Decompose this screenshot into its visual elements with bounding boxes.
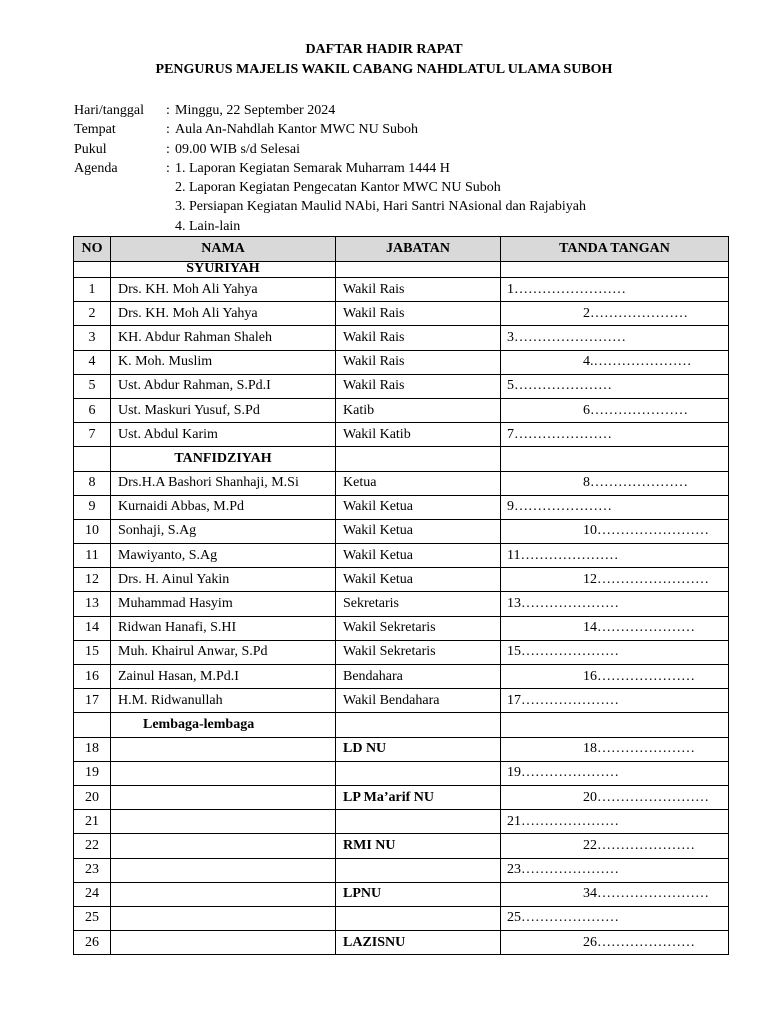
member-name: Muh. Khairul Anwar, S.Pd <box>111 640 336 664</box>
signature-cell: 23………………… <box>501 858 729 882</box>
member-position: Wakil Sekretaris <box>336 616 501 640</box>
empty-cell <box>336 262 501 278</box>
table-row <box>74 810 729 834</box>
section-title: TANFIDZIYAH <box>111 447 336 471</box>
member-position: Wakil Rais <box>336 302 501 326</box>
empty-cell <box>74 262 111 278</box>
table-row <box>74 689 729 713</box>
signature-cell: 21………………… <box>501 810 729 834</box>
colon: : <box>166 141 170 157</box>
member-position: Wakil Ketua <box>336 568 501 592</box>
signature-cell: 11………………… <box>501 544 729 568</box>
table-row <box>74 471 729 495</box>
signature-cell: 34…………………… <box>501 882 729 906</box>
member-position: Wakil Sekretaris <box>336 640 501 664</box>
member-position: Sekretaris <box>336 592 501 616</box>
member-name: Kurnaidi Abbas, M.Pd <box>111 495 336 519</box>
signature-cell: 3…………………… <box>501 326 729 350</box>
table-row <box>74 350 729 374</box>
agenda-item: 4. Lain-lain <box>175 218 241 234</box>
row-number: 13 <box>74 592 111 616</box>
member-position: Wakil Katib <box>336 423 501 447</box>
table-row <box>74 761 729 785</box>
header-no: NO <box>74 237 111 262</box>
member-name: Drs.H.A Bashori Shanhaji, M.Si <box>111 471 336 495</box>
info-row-hari <box>74 101 586 120</box>
signature-cell: 16………………… <box>501 665 729 689</box>
row-number: 6 <box>74 398 111 422</box>
signature-cell: 5………………… <box>501 374 729 398</box>
row-number: 11 <box>74 544 111 568</box>
colon: : <box>166 103 170 118</box>
colon: : <box>166 122 170 138</box>
table-row <box>74 544 729 568</box>
member-position: Wakil Rais <box>336 326 501 350</box>
row-number: 22 <box>74 834 111 858</box>
member-position: Wakil Ketua <box>336 544 501 568</box>
row-number: 9 <box>74 495 111 519</box>
member-name: Drs. H. Ainul Yakin <box>111 568 336 592</box>
tempat-value: Aula An-Nahdlah Kantor MWC NU Suboh <box>175 122 419 138</box>
pukul-label: Pukul <box>74 141 107 157</box>
table-row <box>74 931 729 955</box>
member-position <box>336 858 501 882</box>
member-name: Drs. KH. Moh Ali Yahya <box>111 302 336 326</box>
member-name: Zainul Hasan, M.Pd.I <box>111 665 336 689</box>
section-row <box>74 262 729 278</box>
row-number: 10 <box>74 519 111 543</box>
member-name: Mawiyanto, S.Ag <box>111 544 336 568</box>
hari-label: Hari/tanggal <box>74 103 144 118</box>
hari-value: Minggu, 22 September 2024 <box>175 103 336 118</box>
member-position: Wakil Rais <box>336 374 501 398</box>
row-number: 3 <box>74 326 111 350</box>
signature-cell: 2………………… <box>501 302 729 326</box>
table-row <box>74 278 729 302</box>
signature-cell: 7………………… <box>501 423 729 447</box>
signature-cell: 10…………………… <box>501 519 729 543</box>
row-number: 4 <box>74 350 111 374</box>
member-name: Ridwan Hanafi, S.HI <box>111 616 336 640</box>
table-header-row <box>74 237 729 262</box>
empty-cell <box>501 262 729 278</box>
member-position: Bendahara <box>336 665 501 689</box>
table-row <box>74 858 729 882</box>
member-name: Ust. Abdul Karim <box>111 423 336 447</box>
row-number: 7 <box>74 423 111 447</box>
signature-cell: 18………………… <box>501 737 729 761</box>
empty-cell <box>74 447 111 471</box>
table-row <box>74 302 729 326</box>
table-body <box>74 262 729 955</box>
signature-cell: 4.………………… <box>501 350 729 374</box>
table-row <box>74 737 729 761</box>
section-row <box>74 447 729 471</box>
member-name: Drs. KH. Moh Ali Yahya <box>111 278 336 302</box>
row-number: 21 <box>74 810 111 834</box>
member-position: LP Ma’arif NU <box>336 785 501 809</box>
document-title: DAFTAR HADIR RAPAT <box>305 42 463 57</box>
member-name <box>111 834 336 858</box>
signature-cell: 1…………………… <box>501 278 729 302</box>
header-nama: NAMA <box>111 237 336 262</box>
empty-cell <box>74 713 111 737</box>
table-row <box>74 423 729 447</box>
member-name: Muhammad Hasyim <box>111 592 336 616</box>
member-position <box>336 761 501 785</box>
row-number: 1 <box>74 278 111 302</box>
colon: : <box>166 160 170 176</box>
table-row <box>74 616 729 640</box>
table-row <box>74 374 729 398</box>
table-row <box>74 834 729 858</box>
member-position: Wakil Ketua <box>336 495 501 519</box>
signature-cell: 13………………… <box>501 592 729 616</box>
row-number: 5 <box>74 374 111 398</box>
member-name <box>111 906 336 930</box>
member-name: KH. Abdur Rahman Shaleh <box>111 326 336 350</box>
member-position: Katib <box>336 398 501 422</box>
signature-cell: 20…………………… <box>501 785 729 809</box>
empty-cell <box>501 713 729 737</box>
section-title: Lembaga-lembaga <box>111 713 336 737</box>
signature-cell: 17………………… <box>501 689 729 713</box>
member-name <box>111 761 336 785</box>
signature-cell: 14………………… <box>501 616 729 640</box>
table-row <box>74 495 729 519</box>
table-row <box>74 785 729 809</box>
info-row-pukul <box>74 140 586 159</box>
row-number: 15 <box>74 640 111 664</box>
row-number: 14 <box>74 616 111 640</box>
member-position: LAZISNU <box>336 931 501 955</box>
empty-cell <box>501 447 729 471</box>
member-position: Wakil Bendahara <box>336 689 501 713</box>
signature-cell: 19………………… <box>501 761 729 785</box>
row-number: 2 <box>74 302 111 326</box>
member-position: Wakil Ketua <box>336 519 501 543</box>
empty-cell <box>336 713 501 737</box>
row-number: 16 <box>74 665 111 689</box>
row-number: 23 <box>74 858 111 882</box>
table-row <box>74 568 729 592</box>
row-number: 25 <box>74 906 111 930</box>
member-position: Wakil Rais <box>336 278 501 302</box>
header-tanda-tangan: TANDA TANGAN <box>501 237 729 262</box>
section-title: SYURIYAH <box>111 262 336 278</box>
table-row <box>74 640 729 664</box>
info-row-tempat <box>74 120 586 139</box>
section-row <box>74 713 729 737</box>
signature-cell: 15………………… <box>501 640 729 664</box>
signature-cell: 8………………… <box>501 471 729 495</box>
member-name <box>111 810 336 834</box>
table-row <box>74 906 729 930</box>
signature-cell: 25………………… <box>501 906 729 930</box>
member-name: K. Moh. Muslim <box>111 350 336 374</box>
meeting-info <box>74 101 586 236</box>
empty-cell <box>336 447 501 471</box>
row-number: 8 <box>74 471 111 495</box>
member-name <box>111 785 336 809</box>
table-row <box>74 882 729 906</box>
header-jabatan: JABATAN <box>336 237 501 262</box>
member-position: Wakil Rais <box>336 350 501 374</box>
table-row <box>74 398 729 422</box>
row-number: 17 <box>74 689 111 713</box>
member-name: Ust. Abdur Rahman, S.Pd.I <box>111 374 336 398</box>
signature-cell: 26………………… <box>501 931 729 955</box>
table-row <box>74 665 729 689</box>
member-name <box>111 858 336 882</box>
attendance-table <box>73 236 729 955</box>
member-name: H.M. Ridwanullah <box>111 689 336 713</box>
agenda-label: Agenda <box>74 160 118 176</box>
row-number: 20 <box>74 785 111 809</box>
table-row <box>74 326 729 350</box>
signature-cell: 9………………… <box>501 495 729 519</box>
member-name: Ust. Maskuri Yusuf, S.Pd <box>111 398 336 422</box>
pukul-value: 09.00 WIB s/d Selesai <box>175 141 300 157</box>
row-number: 12 <box>74 568 111 592</box>
row-number: 26 <box>74 931 111 955</box>
member-position <box>336 810 501 834</box>
member-position: Ketua <box>336 471 501 495</box>
member-position: RMI NU <box>336 834 501 858</box>
member-position: LD NU <box>336 737 501 761</box>
member-name <box>111 882 336 906</box>
member-name: Sonhaji, S.Ag <box>111 519 336 543</box>
table-row <box>74 519 729 543</box>
signature-cell: 12…………………… <box>501 568 729 592</box>
signature-cell: 6………………… <box>501 398 729 422</box>
member-name <box>111 737 336 761</box>
info-row-agenda <box>74 159 586 178</box>
row-number: 18 <box>74 737 111 761</box>
member-position <box>336 906 501 930</box>
row-number: 19 <box>74 761 111 785</box>
member-name <box>111 931 336 955</box>
agenda-item: 1. Laporan Kegiatan Semarak Muharram 1444 H <box>175 160 450 176</box>
agenda-item: 3. Persiapan Kegiatan Maulid NAbi, Hari Santri NAsional dan Rajabiyah <box>175 199 586 215</box>
tempat-label: Tempat <box>74 122 116 138</box>
signature-cell: 22………………… <box>501 834 729 858</box>
document-subtitle: PENGURUS MAJELIS WAKIL CABANG NAHDLATUL ULAMA SUBOH <box>155 62 613 77</box>
agenda-item: 2. Laporan Kegiatan Pengecatan Kantor MWC NU Suboh <box>175 180 501 196</box>
row-number: 24 <box>74 882 111 906</box>
member-position: LPNU <box>336 882 501 906</box>
table-row <box>74 592 729 616</box>
